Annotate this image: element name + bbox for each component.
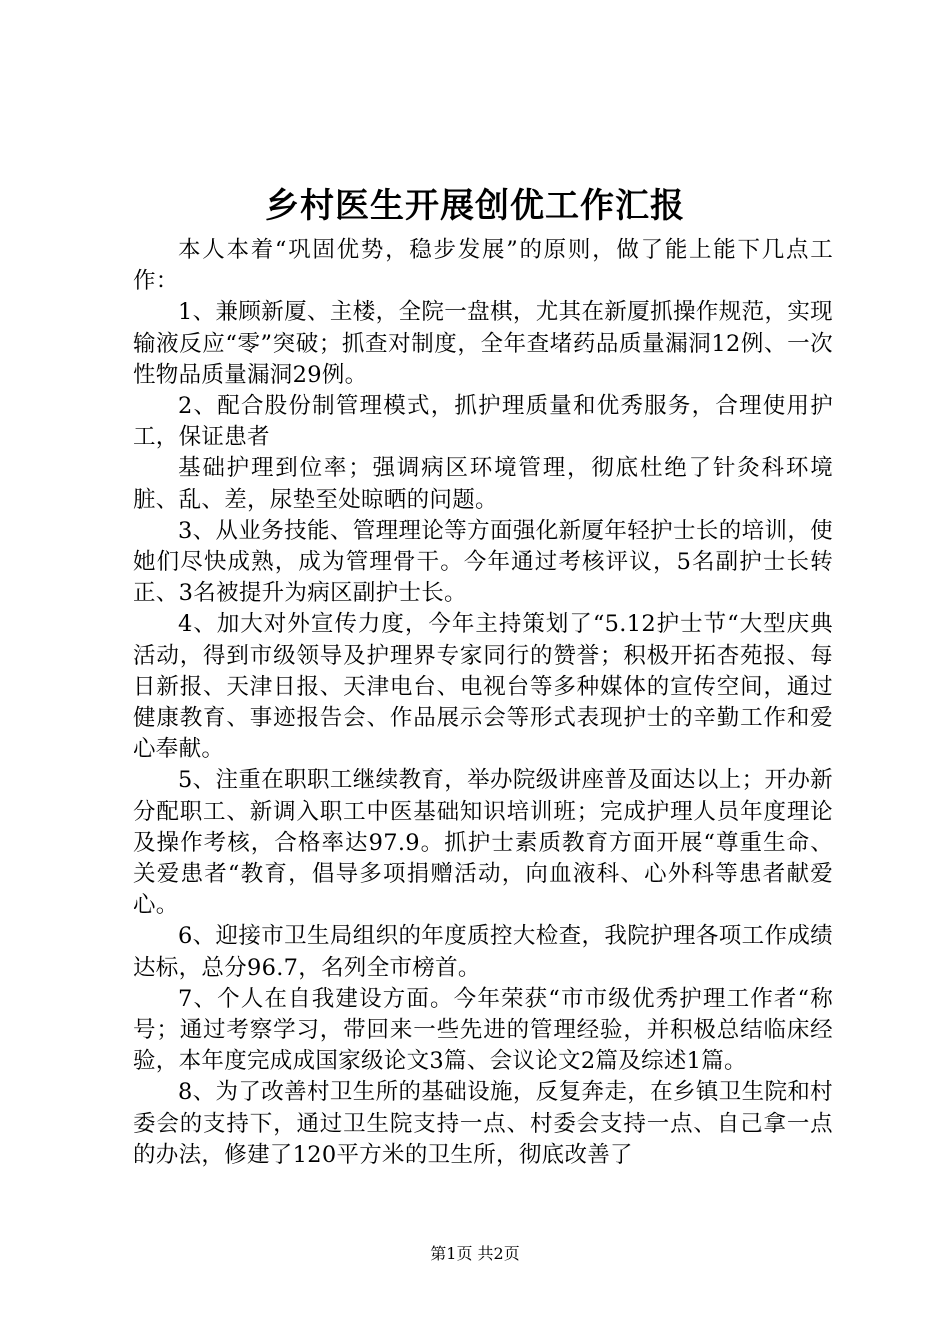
paragraph-item-2: 2、配合股份制管理模式，抓护理质量和优秀服务，合理使用护工，保证患者 xyxy=(133,393,833,451)
paragraph-item-3: 3、从业务技能、管理理论等方面强化新厦年轻护士长的培训，使她们尽快成熟，成为管理骨干。今年通过考核评议，5名副护士长转正、3名被提升为病区副护士长。 xyxy=(133,517,833,607)
paragraph-item-2-continued: 基础护理到位率；强调病区环境管理，彻底杜绝了针灸科环境脏、乱、差，尿垫至处晾晒的问题。 xyxy=(133,455,833,513)
document-title: 乡村医生开展创优工作汇报 xyxy=(265,186,685,226)
paragraph-item-6: 6、迎接市卫生局组织的年度质控大检查，我院护理各项工作成绩达标，总分96.7，名列全市榜首。 xyxy=(133,923,833,981)
document-body xyxy=(133,235,833,1171)
paragraph-intro: 本人本着“巩固优势，稳步发展”的原则，做了能上能下几点工作： xyxy=(133,237,833,295)
paragraph-item-4: 4、加大对外宣传力度，今年主持策划了“5.12护士节“大型庆典活动，得到市级领导及护理界专家同行的赞誉；积极开拓杏苑报、每日新报、天津日报、天津电台、电视台等多种媒体的宣传空间，通过健康教育、事迹报告会、作品展示会等形式表现护士的辛勤工作和爱心奉献。 xyxy=(133,611,833,763)
paragraph-item-1: 1、兼顾新厦、主楼，全院一盘棋，尤其在新厦抓操作规范，实现输液反应“零”突破；抓查对制度，全年查堵药品质量漏洞12例、一次性物品质量漏洞29例。 xyxy=(133,299,833,388)
paragraph-item-5: 5、注重在职职工继续教育，举办院级讲座普及面达以上；开办新分配职工、新调入职工中医基础知识培训班；完成护理人员年度理论及操作考核，合格率达97.9。抓护士素质教育方面开展“尊重生命、关爱患者“教育，倡导多项捐赠活动，向血液科、心外科等患者献爱心。 xyxy=(133,767,833,919)
paragraph-item-8: 8、为了改善村卫生所的基础设施，反复奔走，在乡镇卫生院和村委会的支持下，通过卫生院支持一点、村委会支持一点、自己拿一点的办法，修建了120平方米的卫生所，彻底改善了 xyxy=(133,1079,833,1168)
paragraph-item-7: 7、个人在自我建设方面。今年荣获“市市级优秀护理工作者“称号；通过考察学习，带回来一些先进的管理经验，并积极总结临床经验，本年度完成成国家级论文3篇、会议论文2篇及综述1篇。 xyxy=(133,985,833,1075)
page-footer: 第1页 共2页 xyxy=(430,1244,520,1263)
